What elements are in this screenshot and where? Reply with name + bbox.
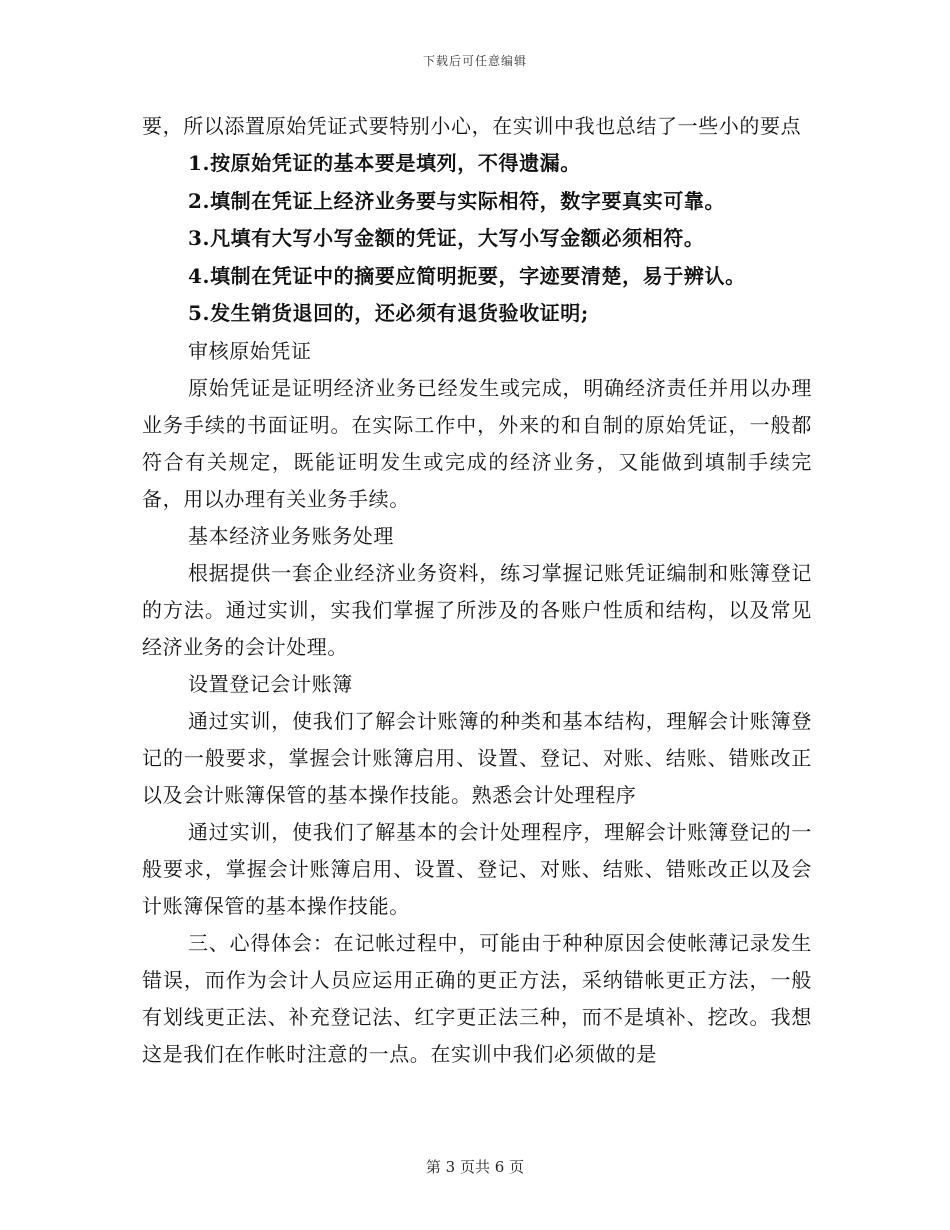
list-item: 2.填制在凭证上经济业务要与实际相符，数字要真实可靠。 (188, 188, 726, 213)
paragraph: 通过实训，使我们了解会计账簿的种类和基本结构，理解会计账簿登记的一般要求，掌握会计账簿启用、设置、登记、对账、结账、错账改正以及会计账簿保管的基本操作技能。熟悉会计处理程序 (142, 708, 812, 807)
page-number: 第 3 页共 6 页 (425, 1158, 525, 1176)
section-heading: 设置登记会计账簿 (188, 671, 353, 696)
list-item: 3.凡填有大写小写金额的凭证，大写小写金额必须相符。 (188, 226, 705, 250)
document-body (142, 108, 812, 1073)
section-heading: 审核原始凭证 (188, 338, 312, 363)
page-header: 下载后可任意编辑 (422, 54, 527, 68)
list-item: 5.发生销货退回的，还必须有退货验收证明; (188, 301, 589, 325)
list-item: 1.按原始凭证的基本要是填列，不得遗漏。 (188, 151, 581, 175)
paragraph: 三、心得体会：在记帐过程中，可能由于种种原因会使帐薄记录发生错误，而作为会计人员应运用正确的更正方法，采纳错帐更正方法，一般有划线更正法、补充登记法、红字更正法三种，而不是填补、挖改。我想这是我们在作帐时注意的一点。在实训中我们必须做的是 (142, 930, 812, 1066)
paragraph: 根据提供一套企业经济业务资料，练习掌握记账凭证编制和账簿登记的方法。通过实训，实我们掌握了所涉及的各账户性质和结构，以及常见经济业务的会计处理。 (142, 560, 812, 659)
list-item: 4.填制在凭证中的摘要应简明扼要，字迹要清楚，易于辨认。 (188, 263, 746, 288)
paragraph: 通过实训，使我们了解基本的会计处理程序，理解会计账簿登记的一般要求，掌握会计账簿启用、设置、登记、对账、结账、错账改正以及会计账簿保管的基本操作技能。 (142, 819, 812, 918)
paragraph: 原始凭证是证明经济业务已经发生或完成，明确经济责任并用以办理业务手续的书面证明。在实际工作中，外来的和自制的原始凭证，一般都符合有关规定，既能证明发生或完成的经济业务，又能做到填制手续完备，用以办理有关业务手续。 (142, 375, 812, 511)
paragraph: 要，所以添置原始凭证式要特别小心，在实训中我也总结了一些小的要点 (142, 114, 802, 138)
section-heading: 基本经济业务账务处理 (188, 523, 394, 548)
